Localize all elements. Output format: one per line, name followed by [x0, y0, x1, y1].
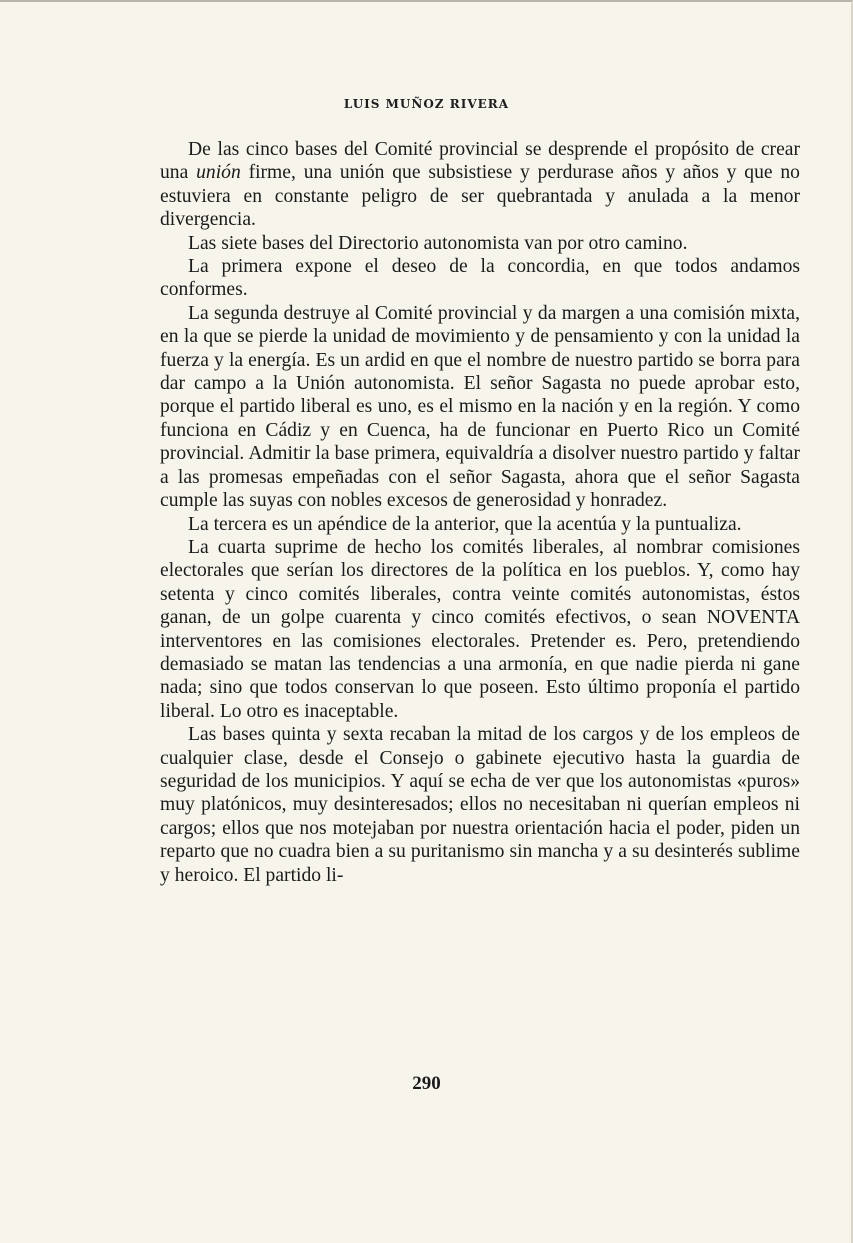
paragraph: La segunda destruye al Comité provincial y da margen a una comisión mixta, en la que se pierde la unidad de movimiento y de pensamiento y con la unidad la fuerza y la energía. Es un ardid en que el nombre de nuestro partido se borra para dar campo a la Unión autonomista. El señor Sagasta no puede aprobar esto, porque el partido liberal es uno, es el mismo en la nación y en la región. Y como funciona en Cádiz y en Cuenca, ha de funcionar en Puerto Rico un Comité provincial. Admitir la base primera, equivaldría a disolver nuestro partido y faltar a las promesas empeñadas con el señor Sagasta, ahora que el señor Sagasta cumple las suyas con nobles excesos de generosidad y honradez.: [160, 302, 800, 512]
running-header: LUIS MUÑOZ RIVERA: [343, 97, 510, 111]
paragraph: La cuarta suprime de hecho los comités liberales, al nombrar comisiones electorales que serían los directores de la política en los pueblos. Y, como hay setenta y cinco comités liberales, contra veinte comités autonomistas, éstos ganan, de un golpe cuarenta y cinco comités efectivos, o sean NOVENTA interventores en las comisiones electorales. Pretender es. Pero, pretendiendo demasiado se matan las tendencias a una armonía, en que nadie pierda ni gane nada; sino que todos conservan lo que poseen. Esto último proponía el partido liberal. Lo otro es inaceptable.: [160, 536, 800, 722]
page-number: 290: [412, 1073, 441, 1094]
paragraph: Las siete bases del Directorio autonomista van por otro camino.: [188, 232, 688, 254]
emphasis-word: unión: [196, 162, 241, 184]
body-text: [160, 138, 800, 887]
paragraph: De las cinco bases del Comité provincial se desprende el propósito de crear una unión firme, una unión que subsistiese y perdurase años y años y que no estuviera en constante peligro de ser quebrantada y anulada a la menor divergencia.: [160, 139, 800, 231]
paragraph: Las bases quinta y sexta recaban la mitad de los cargos y de los empleos de cualquier clase, desde el Consejo o gabinete ejecutivo hasta la guardia de seguridad de los municipios. Y aquí se echa de ver que los autonomistas «puros» muy platónicos, muy desinteresados; ellos no necesitaban ni querían empleos ni cargos; ellos que nos motejaban por nuestra orientación hacia el poder, piden un reparto que no cuadra bien a su puritanismo sin mancha y a su desinterés sublime y heroico. El partido li-: [160, 724, 800, 886]
paragraph: La primera expone el deseo de la concordia, en que todos andamos conformes.: [160, 256, 800, 301]
paragraph: La tercera es un apéndice de la anterior, que la acentúa y la puntualiza.: [188, 513, 742, 535]
